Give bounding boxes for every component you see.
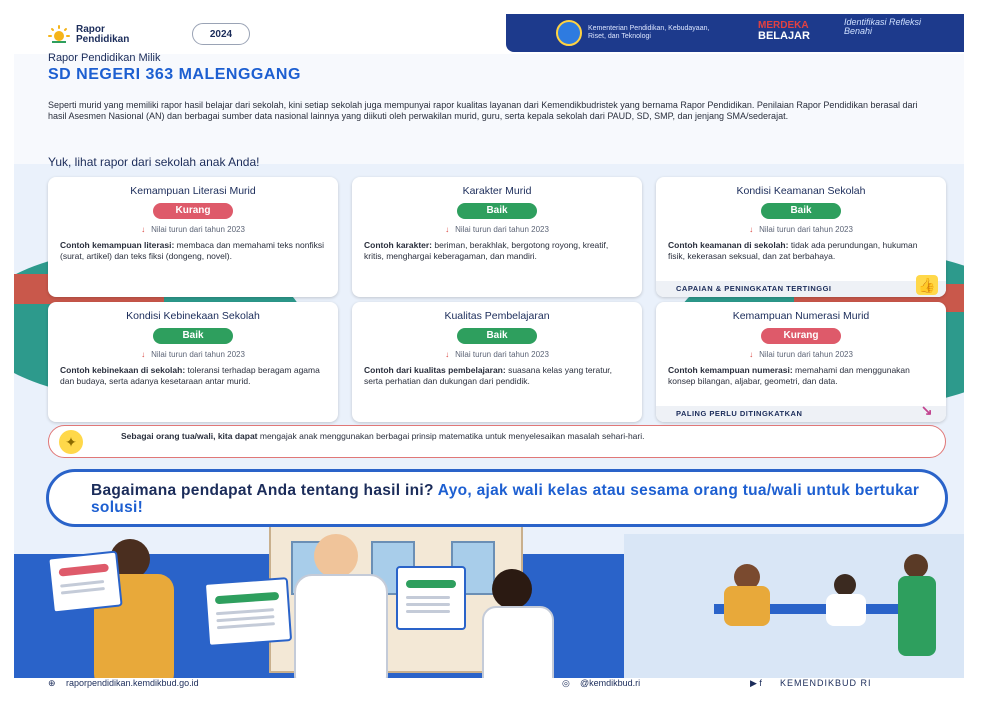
report-paper bbox=[47, 550, 122, 613]
arrow-down-icon: ↓ bbox=[749, 225, 754, 234]
trend-note bbox=[48, 225, 338, 234]
sun-logo-icon bbox=[48, 24, 70, 46]
card-body-text: toleransi terhadap beragam agama dan budaya, serta adanya kesetaraan antar murid. bbox=[60, 365, 320, 386]
trend-note bbox=[48, 350, 338, 359]
card-footer-label: PALING PERLU DITINGKATKAN bbox=[676, 409, 803, 418]
card-pembelajaran bbox=[352, 302, 642, 422]
tip-body: mengajak anak menggunakan berbagai prinsip matematika untuk menyelesaikan masalah sehari-hari. bbox=[257, 431, 645, 441]
card-body bbox=[668, 365, 934, 386]
lead-text: Yuk, lihat rapor dari sekolah anak Anda! bbox=[48, 155, 260, 169]
social-handle[interactable]: KEMENDIKBUD RI bbox=[780, 678, 872, 688]
ministry-logo bbox=[556, 20, 718, 46]
card-body-bold: Contoh karakter: bbox=[364, 240, 433, 250]
brand-bar bbox=[506, 14, 964, 52]
year-badge: 2024 bbox=[192, 23, 250, 45]
status-badge: Baik bbox=[457, 203, 537, 219]
card-keamanan bbox=[656, 177, 946, 297]
intro-paragraph: Seperti murid yang memiliki rapor hasil belajar dari sekolah, kini setiap sekolah juga mempunyai rapor kualitas layanan dari Kemendikbudristek yang bernama Rapor Pendidikan. Penilaian Rapor Pendidikan berasal dari hasil Asesmen Nasional (AN) dan berbagai sumber data nasional lainnya yang diikuti oleh perwakilan murid, guru, serta kepala sekolah dari PAUD, SD, SMP, dan jenjang SMA/sederajat. bbox=[48, 100, 918, 121]
standing-figure bbox=[904, 554, 928, 578]
ministry-name: Kementerian Pendidikan, Kebudayaan, Riset, dan Teknologi bbox=[588, 25, 710, 40]
status-badge: Kurang bbox=[153, 203, 233, 219]
card-body bbox=[60, 240, 326, 261]
tut-wuri-icon bbox=[556, 20, 582, 46]
card-title: Kemampuan Numerasi Murid bbox=[732, 310, 870, 322]
trend-down-icon: ↘ bbox=[920, 402, 934, 418]
arrow-down-icon: ↓ bbox=[445, 225, 450, 234]
trend-label: Nilai turun dari tahun 2023 bbox=[151, 225, 245, 234]
logo-line-2: Pendidikan bbox=[76, 34, 130, 45]
status-badge: Kurang bbox=[761, 328, 841, 344]
card-body-text: beriman, berakhlak, bergotong royong, kreatif, kritis, menghargai keberagaman, dan mandiri. bbox=[364, 240, 609, 261]
card-title: Karakter Murid bbox=[462, 185, 532, 197]
tip-text bbox=[121, 431, 931, 442]
question-part-2: Ayo, ajak wali kelas atau sesama orang tua/wali untuk bertukar solusi! bbox=[91, 482, 920, 516]
arrow-down-icon: ↓ bbox=[445, 350, 450, 359]
card-footer bbox=[656, 402, 946, 422]
footer-bar bbox=[14, 678, 964, 690]
student-illustration bbox=[492, 569, 532, 609]
trend-label: Nilai turun dari tahun 2023 bbox=[759, 225, 853, 234]
merdeka-bottom: BELAJAR bbox=[758, 30, 810, 42]
card-body-text: membaca dan memahami teks nonfiksi (surat, artikel) dan teks fiksi (dongeng, novel). bbox=[60, 240, 325, 261]
website-link[interactable]: raporpendidikan.kemdikbud.go.id bbox=[66, 678, 199, 688]
card-title: Kondisi Kebinekaan Sekolah bbox=[126, 310, 260, 322]
page-subtitle: Rapor Pendidikan Milik bbox=[48, 52, 161, 64]
card-body bbox=[60, 365, 326, 386]
card-body-bold: Contoh kebinekaan di sekolah: bbox=[60, 365, 186, 375]
rapor-pendidikan-logo bbox=[48, 24, 140, 46]
report-paper bbox=[204, 577, 292, 647]
arrow-down-icon: ↓ bbox=[141, 350, 146, 359]
trend-label: Nilai turun dari tahun 2023 bbox=[759, 350, 853, 359]
card-title: Kemampuan Literasi Murid bbox=[130, 185, 256, 197]
parent-figure bbox=[834, 574, 856, 596]
standing-body bbox=[898, 576, 936, 656]
father-illustration bbox=[314, 534, 358, 578]
trend-note bbox=[656, 350, 946, 359]
trend-note bbox=[352, 350, 642, 359]
discussion-banner bbox=[46, 469, 948, 527]
status-badge: Baik bbox=[153, 328, 233, 344]
card-body bbox=[364, 365, 630, 386]
instagram-handle[interactable]: @kemdikbud.ri bbox=[580, 678, 641, 688]
tip-bold: Sebagai orang tua/wali, kita dapat bbox=[121, 431, 258, 441]
card-title: Kondisi Keamanan Sekolah bbox=[736, 185, 866, 197]
arrow-down-icon: ↓ bbox=[141, 225, 146, 234]
header-bar bbox=[14, 14, 964, 54]
status-badge: Baik bbox=[457, 328, 537, 344]
card-body-text: suasana kelas yang teratur, serta perhatian dan dukungan dari pendidik. bbox=[364, 365, 613, 386]
merdeka-top: MERDEKA bbox=[758, 20, 809, 31]
card-body-text: memahami dan menggunakan konsep bilangan, aljabar, geometri, dan data. bbox=[668, 365, 910, 386]
instagram-icon: ◎ bbox=[562, 678, 570, 688]
card-body bbox=[668, 240, 934, 261]
discussion-text bbox=[91, 482, 921, 516]
card-body-text: tidak ada perundungan, hukuman fisik, kekerasan seksual, dan zat berbahaya. bbox=[668, 240, 918, 261]
teacher-body bbox=[724, 586, 770, 626]
card-literasi bbox=[48, 177, 338, 297]
trend-label: Nilai turun dari tahun 2023 bbox=[455, 225, 549, 234]
trend-label: Nilai turun dari tahun 2023 bbox=[151, 350, 245, 359]
trend-note bbox=[656, 225, 946, 234]
globe-icon: ⊕ bbox=[48, 678, 56, 688]
parent-body bbox=[826, 594, 866, 626]
card-numerasi bbox=[656, 302, 946, 422]
card-body bbox=[364, 240, 630, 261]
card-footer bbox=[656, 277, 946, 297]
card-kebinekaan bbox=[48, 302, 338, 422]
report-paper bbox=[396, 566, 466, 630]
question-part-1: Bagaimana pendapat Anda tentang hasil ini? bbox=[91, 482, 438, 499]
report-page bbox=[14, 14, 964, 690]
classroom-illustration bbox=[624, 534, 964, 690]
arrow-down-icon: ↓ bbox=[749, 350, 754, 359]
card-karakter bbox=[352, 177, 642, 297]
status-badge: Baik bbox=[761, 203, 841, 219]
identifikasi-logo: Identifikasi Refleksi Benahi bbox=[844, 17, 922, 36]
logo-line-1: Rapor bbox=[76, 24, 105, 35]
trend-note bbox=[352, 225, 642, 234]
thumbs-up-icon: 👍 bbox=[916, 275, 938, 295]
card-title: Kualitas Pembelajaran bbox=[444, 310, 550, 322]
parent-tip bbox=[48, 425, 946, 458]
card-footer-label: CAPAIAN & PENINGKATAN TERTINGGI bbox=[676, 284, 832, 293]
merdeka-belajar-logo bbox=[758, 20, 810, 42]
lightbulb-icon: ✦ bbox=[59, 430, 83, 454]
father-body bbox=[294, 574, 388, 690]
card-body-bold: Contoh keamanan di sekolah: bbox=[668, 240, 789, 250]
card-body-bold: Contoh kemampuan literasi: bbox=[60, 240, 175, 250]
school-name: SD NEGERI 363 MALENGGANG bbox=[48, 66, 301, 83]
youtube-facebook-icon: ▶ f bbox=[750, 678, 762, 688]
trend-label: Nilai turun dari tahun 2023 bbox=[455, 350, 549, 359]
card-body-bold: Contoh dari kualitas pembelajaran: bbox=[364, 365, 506, 375]
card-body-bold: Contoh kemampuan numerasi: bbox=[668, 365, 793, 375]
